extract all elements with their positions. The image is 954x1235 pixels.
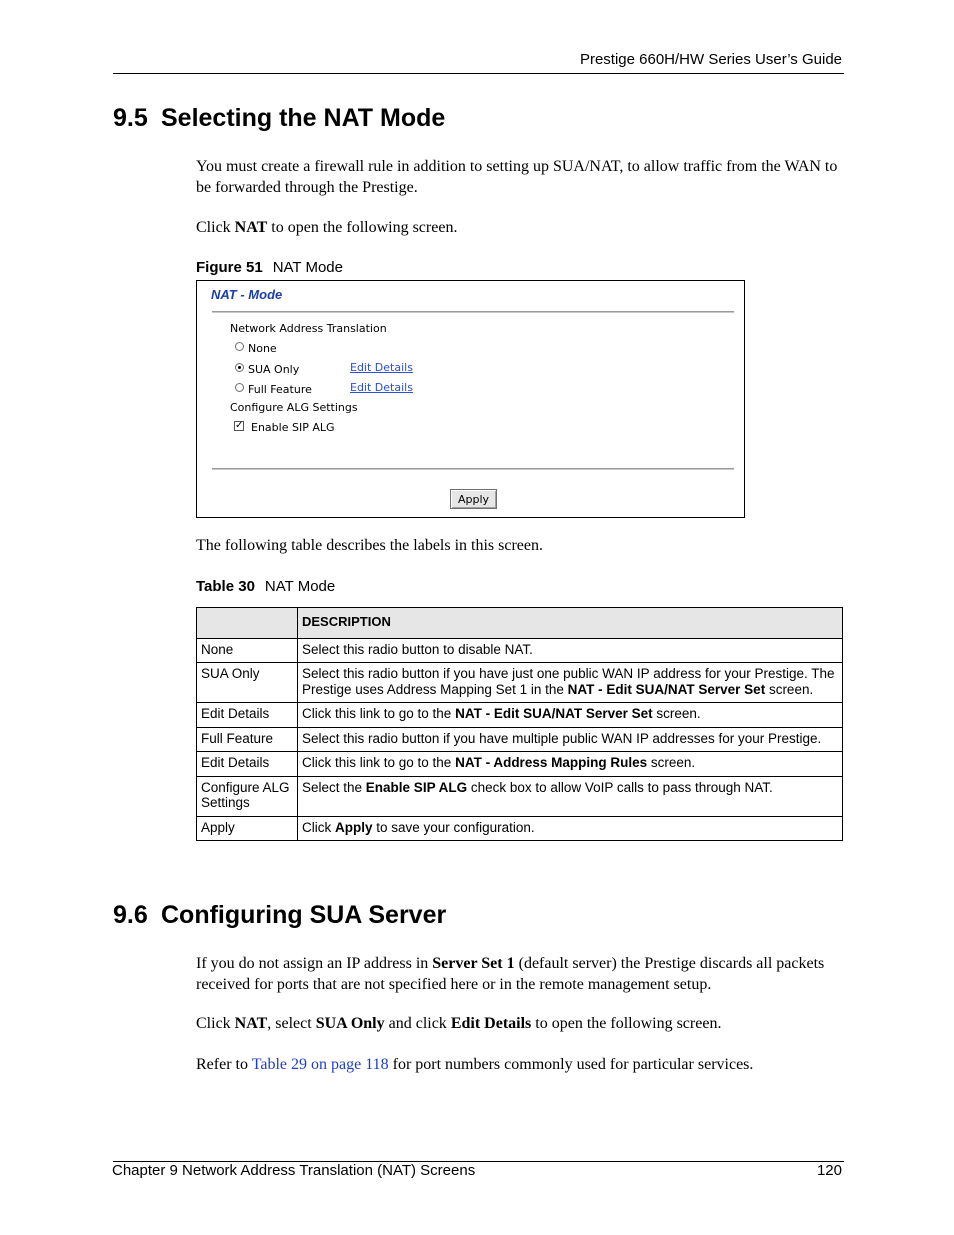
text-run: to save your configuration. [372, 819, 535, 835]
table-cell-label: Apply [197, 816, 298, 841]
section-number: 9.6 [113, 901, 148, 929]
radio-full-feature[interactable] [235, 383, 244, 392]
nat-heading: Network Address Translation [230, 322, 387, 335]
table-cell-label: Edit Details [197, 703, 298, 728]
edit-details-link-full[interactable]: Edit Details [350, 381, 413, 394]
table-cell-label: None [197, 638, 298, 663]
table-row [197, 703, 843, 728]
text-run: Select this radio button if you have just one public WAN IP address for your Prestige. The Prestige uses Address Mapping Set 1 in the [302, 666, 835, 697]
table-row [197, 752, 843, 777]
section-title: Configuring SUA Server [161, 901, 447, 929]
nat-mode-screenshot [196, 280, 745, 518]
bold-run: NAT - Edit SUA/NAT Server Set [455, 706, 653, 721]
section-title: Selecting the NAT Mode [161, 104, 446, 132]
apply-button[interactable]: Apply [450, 489, 497, 509]
edit-details-link-sua[interactable]: Edit Details [350, 361, 413, 374]
page-number: 120 [816, 1162, 842, 1179]
alg-heading: Configure ALG Settings [230, 401, 358, 414]
table-intro-paragraph: The following table describes the labels in this screen. [196, 537, 544, 554]
text-run: Click this link to go to the [302, 755, 456, 770]
table-header-row [197, 608, 843, 639]
divider [212, 468, 734, 470]
enable-sip-alg-checkbox[interactable]: ✓ [235, 420, 244, 431]
table-cell-label: Configure ALG Settings [197, 776, 298, 816]
screen-title: NAT - Mode [211, 287, 283, 302]
radio-none[interactable] [235, 342, 244, 351]
text-run: Click [196, 1015, 235, 1032]
section-heading-9-5 [113, 104, 445, 133]
bold-run: NAT [234, 219, 268, 236]
table-caption-text: NAT Mode [264, 578, 336, 595]
text-run: screen. [652, 706, 701, 721]
text-run: screen. [765, 681, 814, 697]
refer-paragraph [196, 1055, 846, 1076]
table-cell-description [298, 703, 843, 728]
figure-label: Figure 51 [196, 259, 263, 276]
table-cell-description [298, 638, 843, 663]
click-nat-paragraph [196, 218, 846, 239]
bold-run: NAT [234, 1015, 268, 1032]
table-cell-label: Edit Details [197, 752, 298, 777]
radio-full-feature-label: Full Feature [248, 383, 312, 396]
text-run: for port numbers commonly used for particular services. [388, 1056, 754, 1073]
text-run: If you do not assign an IP address in [196, 955, 433, 972]
table-29-link[interactable]: Table 29 on page 118 [251, 1056, 389, 1073]
table-label: Table 30 [196, 578, 255, 595]
section-heading-9-6 [113, 901, 446, 930]
table-cell-description [298, 752, 843, 777]
table-body [197, 638, 843, 841]
table-header-description: DESCRIPTION [298, 608, 843, 639]
table-cell-label: SUA Only [197, 663, 298, 703]
table-row [197, 638, 843, 663]
bold-run: Apply [335, 819, 373, 835]
bold-run: Enable SIP ALG [365, 779, 468, 795]
figure-caption [196, 259, 343, 276]
table-cell-label: Full Feature [197, 727, 298, 752]
header-rule [113, 73, 844, 74]
table-row [197, 663, 843, 703]
text-run: , select [267, 1015, 316, 1032]
bold-run: SUA Only [315, 1015, 385, 1032]
text-run: Click [302, 819, 335, 835]
figure-caption-text: NAT Mode [272, 259, 343, 276]
text-run: Click [196, 219, 235, 236]
bold-run: NAT - Edit SUA/NAT Server Set [567, 681, 766, 697]
text-run: to open the following screen. [531, 1015, 722, 1032]
footer-chapter: Chapter 9 Network Address Translation (NAT) Screens [112, 1162, 476, 1179]
enable-sip-alg-label: Enable SIP ALG [251, 421, 335, 434]
divider [212, 311, 734, 313]
table-row [197, 776, 843, 816]
table-cell-description [298, 816, 843, 841]
text-run: Select this radio button if you have multiple public WAN IP addresses for your Prestige. [302, 730, 822, 746]
text-run: Select the [302, 779, 366, 795]
table-cell-description [298, 776, 843, 816]
labels-table [196, 607, 843, 841]
text-run: screen. [647, 755, 696, 770]
table-cell-description [298, 727, 843, 752]
table-header-label [197, 608, 298, 639]
section-number: 9.5 [113, 104, 148, 132]
bold-run: Edit Details [450, 1015, 532, 1032]
running-header: Prestige 660H/HW Series User’s Guide [579, 51, 842, 68]
table-cell-description [298, 663, 843, 703]
table-row [197, 816, 843, 841]
text-run: to open the following screen. [267, 219, 458, 236]
radio-sua-only-label: SUA Only [248, 363, 300, 376]
intro-paragraph: You must create a firewall rule in addition to setting up SUA/NAT, to allow traffic from the WAN to be forwarded through the Prestige. [196, 158, 838, 196]
bold-run: Server Set 1 [432, 955, 515, 972]
radio-none-label: None [248, 342, 277, 355]
text-run: Click this link to go to the [302, 706, 456, 721]
table-row [197, 727, 843, 752]
text-run: and click [384, 1015, 451, 1032]
text-run: (default server) the Prestige discards all packets received for ports that are not specified here or in the remote management setup. [196, 955, 825, 993]
server-set-paragraph [196, 954, 846, 995]
text-run: check box to allow VoIP calls to pass through NAT. [467, 779, 773, 795]
bold-run: NAT - Address Mapping Rules [455, 755, 648, 770]
radio-sua-only[interactable] [235, 363, 244, 372]
table-caption [196, 578, 335, 595]
text-run: Refer to [196, 1056, 252, 1073]
text-run: Select this radio button to disable NAT. [302, 641, 533, 657]
click-nat-sua-paragraph [196, 1014, 846, 1035]
